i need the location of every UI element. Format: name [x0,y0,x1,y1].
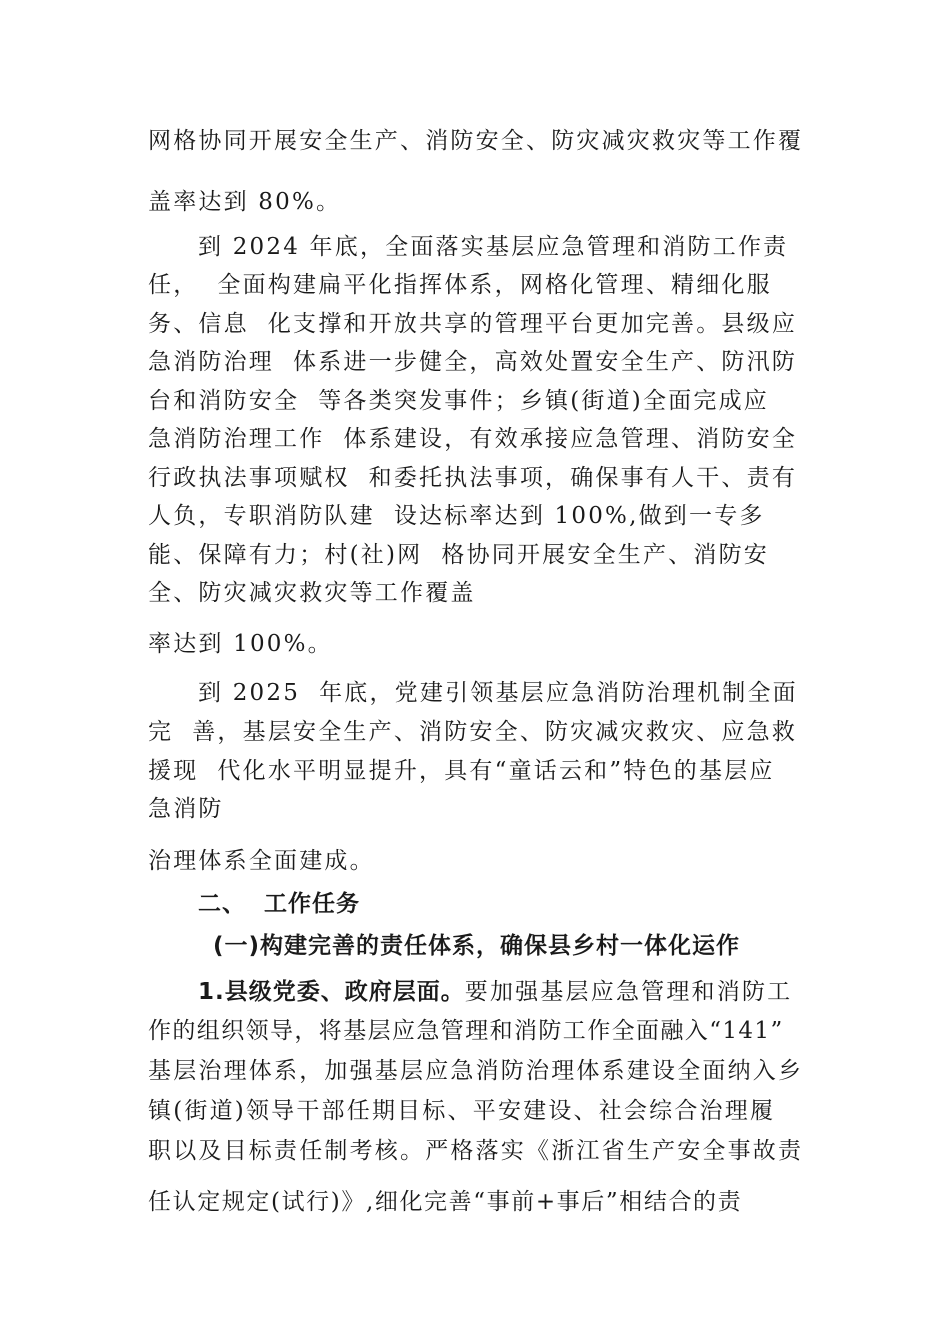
paragraph-2024-line-2: 任， 全面构建扁平化指挥体系，网格化管理、精细化服 [148,272,772,298]
paragraph-2024-line-9: 能、保障有力；村(社)网 格协同开展安全生产、消防安 [148,542,769,568]
task1-lead-label: 1.县级党委、政府层面。 [198,979,465,1005]
body-line-2: 盖率达到 80%。 [148,189,342,215]
paragraph-2025-line-3: 援现 代化水平明显提升，具有“童话云和”特色的基层应 [148,758,775,784]
paragraph-2024-line-6: 急消防治理工作 体系建设，有效承接应急管理、消防安全 [148,426,798,452]
paragraph-task1-line-2: 作的组织领导，将基层应急管理和消防工作全面融入“141” [148,1018,784,1044]
paragraph-task1-line-1 [198,977,792,1007]
paragraph-task1-line-5: 职以及目标责任制考核。严格落实《浙江省生产安全事故责 [148,1138,804,1164]
paragraph-2024-line-1: 到 2024 年底，全面落实基层应急管理和消防工作责 [198,234,789,260]
paragraph-2024-line-5: 台和消防安全 等各类突发事件；乡镇(街道)全面完成应 [148,388,769,414]
paragraph-2024-line-7: 行政执法事项赋权 和委托执法事项，确保事有人干、责有 [148,465,798,491]
paragraph-2024-line-10: 全、防灾减灾救灾等工作覆盖 [148,580,476,606]
body-line-1: 网格协同开展安全生产、消防安全、防灾减灾救灾等工作覆 [148,128,804,154]
paragraph-task1-line-6: 任认定规定(试行)》,细化完善“事前+事后”相结合的责 [148,1189,743,1215]
paragraph-2024-line-4: 急消防治理 体系进一步健全，高效处置安全生产、防汛防 [148,349,798,375]
paragraph-2025-line-4: 急消防 [148,796,224,822]
paragraph-2025-line-5: 治理体系全面建成。 [148,848,375,874]
paragraph-2025-line-2: 完 善，基层安全生产、消防安全、防灾减灾救灾、应急救 [148,719,798,745]
paragraph-2024-line-11: 率达到 100%。 [148,631,333,657]
paragraph-2025-line-1: 到 2025 年底，党建引领基层应急消防治理机制全面 [198,680,798,706]
subsection-heading: (一)构建完善的责任体系，确保县乡村一体化运作 [213,933,741,959]
paragraph-task1-line-4: 镇(街道)领导干部任期目标、平安建设、社会综合治理履 [148,1098,776,1124]
paragraph-2024-line-8: 人负，专职消防队建 设达标率达到 100%,做到一专多 [148,503,765,529]
section-heading: 二、 工作任务 [198,891,361,917]
task1-lead-text: 要加强基层应急管理和消防工 [464,979,793,1005]
paragraph-2024-line-3: 务、信息 化支撑和开放共享的管理平台更加完善。县级应 [148,311,798,337]
paragraph-task1-line-3: 基层治理体系，加强基层应急消防治理体系建设全面纳入乡 [148,1058,804,1084]
